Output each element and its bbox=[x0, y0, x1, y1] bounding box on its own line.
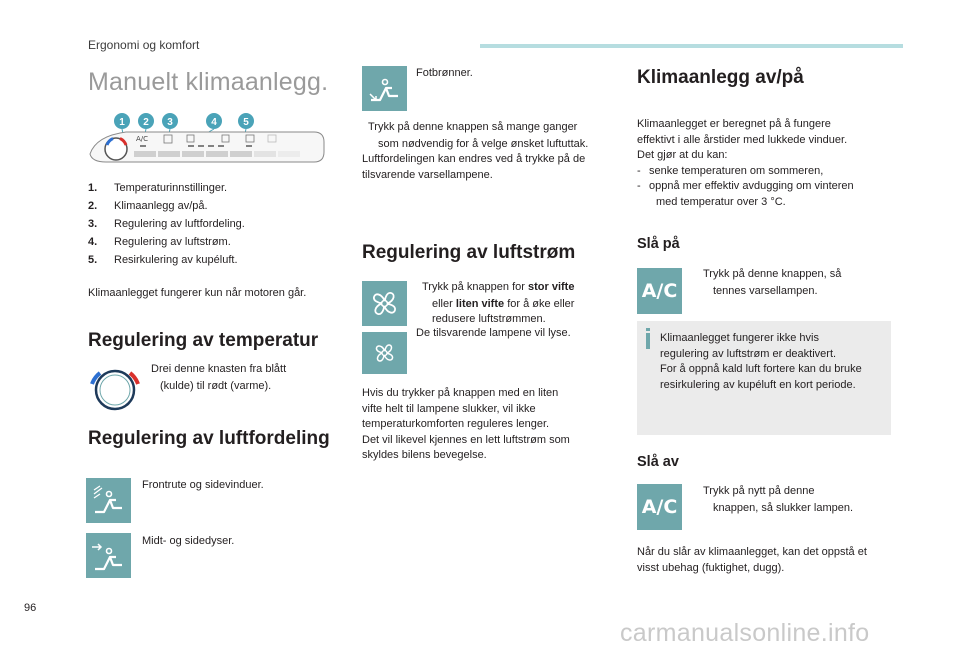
page-number: 96 bbox=[24, 602, 37, 614]
control-panel-illustration bbox=[86, 108, 328, 170]
list-item: 5. Resirkulering av kupéluft. bbox=[88, 254, 238, 266]
fan-low-icon bbox=[362, 332, 407, 374]
heading-distribution: Regulering av luftfordeling bbox=[88, 428, 330, 449]
watermark: carmanualsonline.info bbox=[620, 619, 870, 647]
svg-text:A/C: A/C bbox=[136, 135, 149, 143]
callout-3 bbox=[162, 113, 178, 129]
switch-off-note: Når du slår av klimaanlegget, kan det oppstå et visst ubehag (fuktighet, dugg). bbox=[637, 546, 867, 574]
distribution-instruction: Trykk på denne knappen så mange ganger som nødvendig for å velge ønsket luftuttak. Luftfordelingen kan endres ved å trykke på de tilsvarende varsellampene. bbox=[362, 121, 589, 181]
fan-high-icon bbox=[362, 281, 407, 326]
temperature-instruction: Drei denne knasten fra blått (kulde) til rødt (varme). bbox=[151, 363, 287, 392]
windshield-label: Frontrute og sidevinduer. bbox=[142, 479, 264, 491]
foot-vent-label: Fotbrønner. bbox=[416, 67, 473, 79]
ac-button-icon: A/C bbox=[637, 268, 682, 314]
face-vent-label: Midt- og sidedyser. bbox=[142, 535, 235, 547]
callout-2 bbox=[138, 113, 154, 129]
callout-5 bbox=[238, 113, 254, 129]
svg-text:5: 5 bbox=[243, 117, 249, 128]
foot-vent-icon bbox=[362, 66, 407, 111]
list-item: 4. Regulering av luftstrøm. bbox=[88, 236, 231, 248]
page-title: Manuelt klimaanlegg. bbox=[88, 68, 329, 96]
svg-text:4: 4 bbox=[211, 117, 217, 128]
engine-note: Klimaanlegget fungerer kun når motoren går. bbox=[88, 287, 307, 299]
list-item: 2. Klimaanlegg av/på. bbox=[88, 200, 208, 212]
switch-off-instruction: Trykk på nytt på denne knappen, så slukker lampen. bbox=[703, 485, 854, 514]
heading-temperature: Regulering av temperatur bbox=[88, 330, 319, 351]
info-text: Klimaanlegget fungerer ikke hvis regulering av luftstrøm er deaktivert. For å oppnå kald luft fortere kan du bruke resirkulering av kupéluft en kort periode. bbox=[660, 332, 862, 391]
ac-intro: Klimaanlegget er beregnet på å fungere effektivt i alle årstider med lukkede vinduer. Det gjør at du kan: - senke temperaturen om sommeren, - oppnå mer effektiv avdugging om vinteren med temperatur over 3 °C. bbox=[637, 118, 854, 208]
airflow-lamps-note: De tilsvarende lampene vil lyse. bbox=[416, 327, 571, 339]
airflow-paragraph: Hvis du trykker på knappen med en liten vifte helt til lampene slukker, vil ikke temperaturkomforten reguleres lenger. Det vil likevel kjennes en lett luftstrøm som skyldes bilens bevegelse. bbox=[362, 387, 570, 461]
heading-ac-onoff: Klimaanlegg av/på bbox=[637, 67, 804, 88]
svg-text:3: 3 bbox=[167, 117, 173, 128]
windshield-vent-icon bbox=[86, 478, 131, 523]
header-bar bbox=[480, 44, 903, 48]
list-item: 1. Temperaturinnstillinger. bbox=[88, 182, 228, 194]
list-item: 3. Regulering av luftfordeling. bbox=[88, 218, 245, 230]
switch-on-instruction: Trykk på denne knappen, så tennes varsellampen. bbox=[703, 268, 842, 297]
svg-text:1: 1 bbox=[119, 117, 125, 128]
info-icon bbox=[646, 328, 650, 331]
heading-switch-on: Slå på bbox=[637, 236, 680, 252]
callout-4 bbox=[206, 113, 222, 129]
svg-text:2: 2 bbox=[143, 117, 149, 128]
heading-airflow: Regulering av luftstrøm bbox=[362, 242, 576, 263]
face-vent-icon bbox=[86, 533, 131, 578]
section-tag: Ergonomi og komfort bbox=[88, 38, 200, 52]
callout-1 bbox=[114, 113, 130, 129]
temperature-knob-icon bbox=[86, 366, 144, 414]
ac-button-icon: A/C bbox=[637, 484, 682, 530]
airflow-instruction: Trykk på knappen for stor vifte eller liten vifte for å øke eller redusere luftstrømmen. bbox=[422, 281, 575, 325]
heading-switch-off: Slå av bbox=[637, 454, 679, 470]
